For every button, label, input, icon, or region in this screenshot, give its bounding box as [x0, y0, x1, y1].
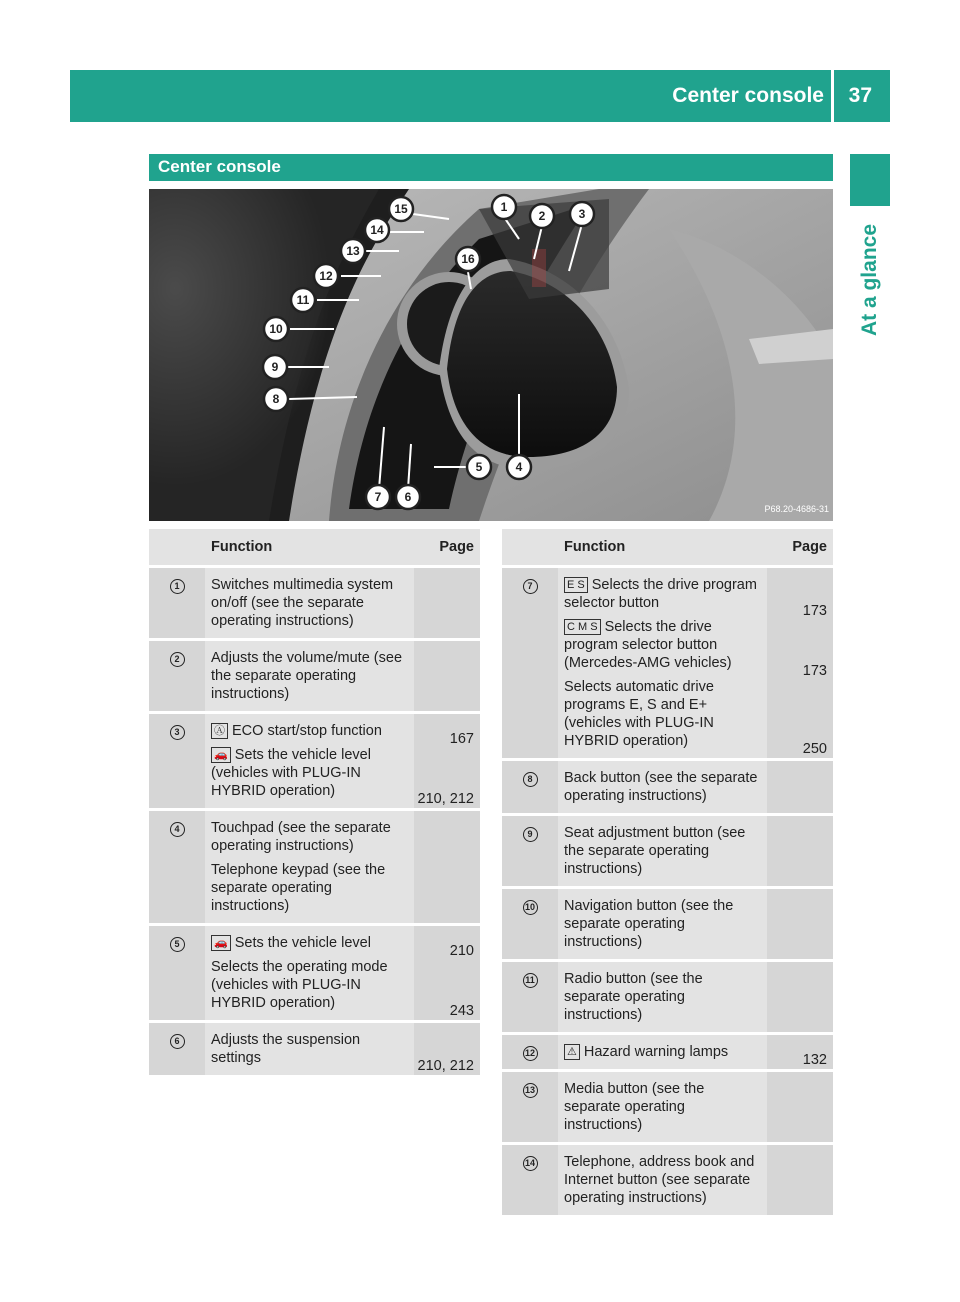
- header-title: Center console: [672, 84, 824, 107]
- svg-text:14: 14: [370, 223, 384, 237]
- function-cell: [558, 1072, 767, 1142]
- page-ref[interactable]: 243: [449, 1003, 474, 1019]
- page-ref[interactable]: 167: [449, 731, 474, 747]
- header-page: Page: [767, 529, 833, 565]
- function-cell: [558, 1145, 767, 1215]
- page-cell: [414, 811, 480, 923]
- function-icon: C M S: [564, 619, 601, 635]
- table-body-left: [149, 568, 480, 1075]
- function-text: ECO start/stop function: [232, 723, 382, 739]
- function-table-left: [149, 526, 480, 1078]
- callout-number: 3: [170, 725, 185, 740]
- function-item: [211, 722, 408, 740]
- function-table-right: [502, 526, 833, 1218]
- callout-number: 4: [170, 822, 185, 837]
- table-row: [502, 1072, 833, 1142]
- callout-number: 7: [523, 579, 538, 594]
- callout-number: 14: [523, 1156, 538, 1171]
- svg-text:2: 2: [538, 209, 546, 223]
- header-function: Function: [558, 529, 767, 565]
- svg-text:5: 5: [475, 460, 483, 474]
- function-item: [564, 678, 761, 750]
- function-text: Adjusts the volume/mute (see the separate operating instructions): [211, 650, 403, 702]
- function-cell: [558, 1035, 767, 1069]
- function-item: [564, 824, 761, 878]
- row-number: [502, 1145, 558, 1215]
- svg-text:7: 7: [374, 490, 382, 504]
- function-icon: ⚠: [564, 1044, 580, 1060]
- row-number: [149, 714, 205, 808]
- page-cell: [767, 568, 833, 758]
- header-page: Page: [414, 529, 480, 565]
- table-row: [502, 761, 833, 813]
- row-number: [149, 568, 205, 638]
- page-ref[interactable]: 210, 212: [417, 791, 474, 807]
- header-num: [502, 529, 558, 565]
- function-text: Sets the vehicle level (vehicles with PLUG-IN HYBRID operation): [211, 747, 371, 799]
- function-text: Selects the drive program selector button (Mercedes-AMG vehicles): [564, 619, 732, 671]
- function-item: [211, 1031, 408, 1067]
- function-item: [211, 819, 408, 855]
- svg-text:6: 6: [404, 490, 412, 504]
- function-cell: [205, 714, 414, 808]
- function-item: [564, 970, 761, 1024]
- callout-number: 1: [170, 579, 185, 594]
- svg-text:11: 11: [296, 293, 310, 307]
- table-row: [149, 568, 480, 638]
- function-icon: 🚗: [211, 747, 231, 763]
- section-title: Center console: [158, 157, 281, 176]
- table-row: [502, 816, 833, 886]
- table-row: [502, 1035, 833, 1069]
- side-tab: [850, 210, 890, 350]
- page-ref[interactable]: 210: [449, 943, 474, 959]
- page-ref[interactable]: 173: [802, 603, 827, 619]
- page-cell: [767, 962, 833, 1032]
- table-row: [502, 889, 833, 959]
- table-row: [502, 568, 833, 758]
- svg-text:4: 4: [515, 460, 523, 474]
- callout-number: 9: [523, 827, 538, 842]
- function-item: [564, 576, 761, 612]
- function-cell: [558, 568, 767, 758]
- side-tab-marker: [850, 154, 890, 206]
- callout-number: 11: [523, 973, 538, 988]
- row-number: [149, 641, 205, 711]
- function-icon: E S: [564, 577, 588, 593]
- table-row: [149, 811, 480, 923]
- svg-text:13: 13: [346, 244, 360, 258]
- function-text: Seat adjustment button (see the separate operating instructions): [564, 825, 746, 877]
- header-function: Function: [205, 529, 414, 565]
- row-number: [502, 568, 558, 758]
- svg-text:10: 10: [269, 322, 283, 336]
- callout-number: 13: [523, 1083, 538, 1098]
- console-illustration: [149, 189, 833, 521]
- function-text: Media button (see the separate operating instructions): [564, 1081, 705, 1133]
- callout-number: 12: [523, 1046, 538, 1061]
- function-icon: 🚗: [211, 935, 231, 951]
- row-number: [149, 811, 205, 923]
- callout-number: 8: [523, 772, 538, 787]
- function-cell: [558, 761, 767, 813]
- page-ref[interactable]: 250: [802, 741, 827, 757]
- side-tab-label: At a glance: [858, 223, 881, 337]
- function-item: [564, 1043, 761, 1061]
- page-cell: [767, 761, 833, 813]
- table-body-right: [502, 568, 833, 1215]
- function-item: [564, 897, 761, 951]
- function-text: Touchpad (see the separate operating instructions): [211, 820, 391, 854]
- callout-number: 2: [170, 652, 185, 667]
- center-console-photo: [149, 189, 833, 521]
- page-header: [70, 70, 890, 122]
- row-number: [149, 926, 205, 1020]
- page-cell: [767, 1035, 833, 1069]
- svg-text:16: 16: [461, 252, 475, 266]
- page-cell: [767, 1145, 833, 1215]
- page-ref[interactable]: 173: [802, 663, 827, 679]
- function-cell: [558, 889, 767, 959]
- function-cell: [205, 568, 414, 638]
- section-header: [149, 154, 833, 181]
- function-text: Telephone keypad (see the separate operating instructions): [211, 862, 386, 914]
- svg-text:9: 9: [271, 360, 279, 374]
- function-text: Sets the vehicle level: [234, 935, 371, 951]
- page-number: 37: [848, 84, 872, 107]
- function-item: [564, 769, 761, 805]
- function-text: Hazard warning lamps: [583, 1044, 729, 1060]
- function-text: Adjusts the suspension settings: [211, 1032, 361, 1066]
- function-item: [211, 958, 408, 1012]
- row-number: [502, 1035, 558, 1069]
- page-cell: [767, 816, 833, 886]
- table-row: [149, 714, 480, 808]
- table-row: [149, 926, 480, 1020]
- function-cell: [558, 816, 767, 886]
- page-cell: [414, 926, 480, 1020]
- callout-number: 5: [170, 937, 185, 952]
- function-item: [211, 934, 408, 952]
- function-icon: Ⓐ: [211, 723, 228, 739]
- table-row: [502, 962, 833, 1032]
- callout-number: 10: [523, 900, 538, 915]
- page-cell: [414, 568, 480, 638]
- page-ref[interactable]: 210, 212: [417, 1058, 474, 1074]
- function-text: Selects automatic drive programs E, S and E+ (vehicles with PLUG-IN HYBRID operation): [564, 679, 714, 749]
- function-text: Switches multimedia system on/off (see the separate operating instructions): [211, 577, 394, 629]
- page-cell: [414, 641, 480, 711]
- page-cell: [767, 889, 833, 959]
- header-separator: [831, 70, 834, 122]
- function-cell: [205, 811, 414, 923]
- svg-text:3: 3: [578, 207, 586, 221]
- row-number: [502, 816, 558, 886]
- table-header-row: [149, 529, 480, 565]
- function-text: Navigation button (see the separate operating instructions): [564, 898, 734, 950]
- function-text: Selects the operating mode (vehicles with PLUG-IN HYBRID operation): [211, 959, 388, 1011]
- function-item: [564, 1153, 761, 1207]
- table-row: [149, 1023, 480, 1075]
- function-text: Radio button (see the separate operating instructions): [564, 971, 703, 1023]
- function-text: Telephone, address book and Internet button (see separate operating instructions): [564, 1154, 755, 1206]
- function-text: Selects the drive program selector button: [564, 577, 757, 611]
- svg-text:1: 1: [500, 200, 508, 214]
- function-cell: [205, 641, 414, 711]
- page-cell: [767, 1072, 833, 1142]
- function-cell: [558, 962, 767, 1032]
- function-item: [211, 861, 408, 915]
- page-ref[interactable]: 132: [802, 1052, 827, 1068]
- row-number: [502, 962, 558, 1032]
- svg-text:15: 15: [394, 202, 408, 216]
- table-row: [502, 1145, 833, 1215]
- function-cell: [205, 1023, 414, 1075]
- function-item: [211, 576, 408, 630]
- page-cell: [414, 714, 480, 808]
- function-item: [564, 1080, 761, 1134]
- function-item: [211, 746, 408, 800]
- row-number: [502, 1072, 558, 1142]
- row-number: [502, 761, 558, 813]
- function-item: [564, 618, 761, 672]
- table-row: [149, 641, 480, 711]
- table-header-row: [502, 529, 833, 565]
- row-number: [149, 1023, 205, 1075]
- header-num: [149, 529, 205, 565]
- callout-number: 6: [170, 1034, 185, 1049]
- function-item: [211, 649, 408, 703]
- row-number: [502, 889, 558, 959]
- svg-text:12: 12: [319, 269, 333, 283]
- svg-text:8: 8: [272, 392, 280, 406]
- function-text: Back button (see the separate operating instructions): [564, 770, 758, 804]
- function-cell: [205, 926, 414, 1020]
- page-cell: [414, 1023, 480, 1075]
- image-code: P68.20-4686-31: [764, 504, 829, 514]
